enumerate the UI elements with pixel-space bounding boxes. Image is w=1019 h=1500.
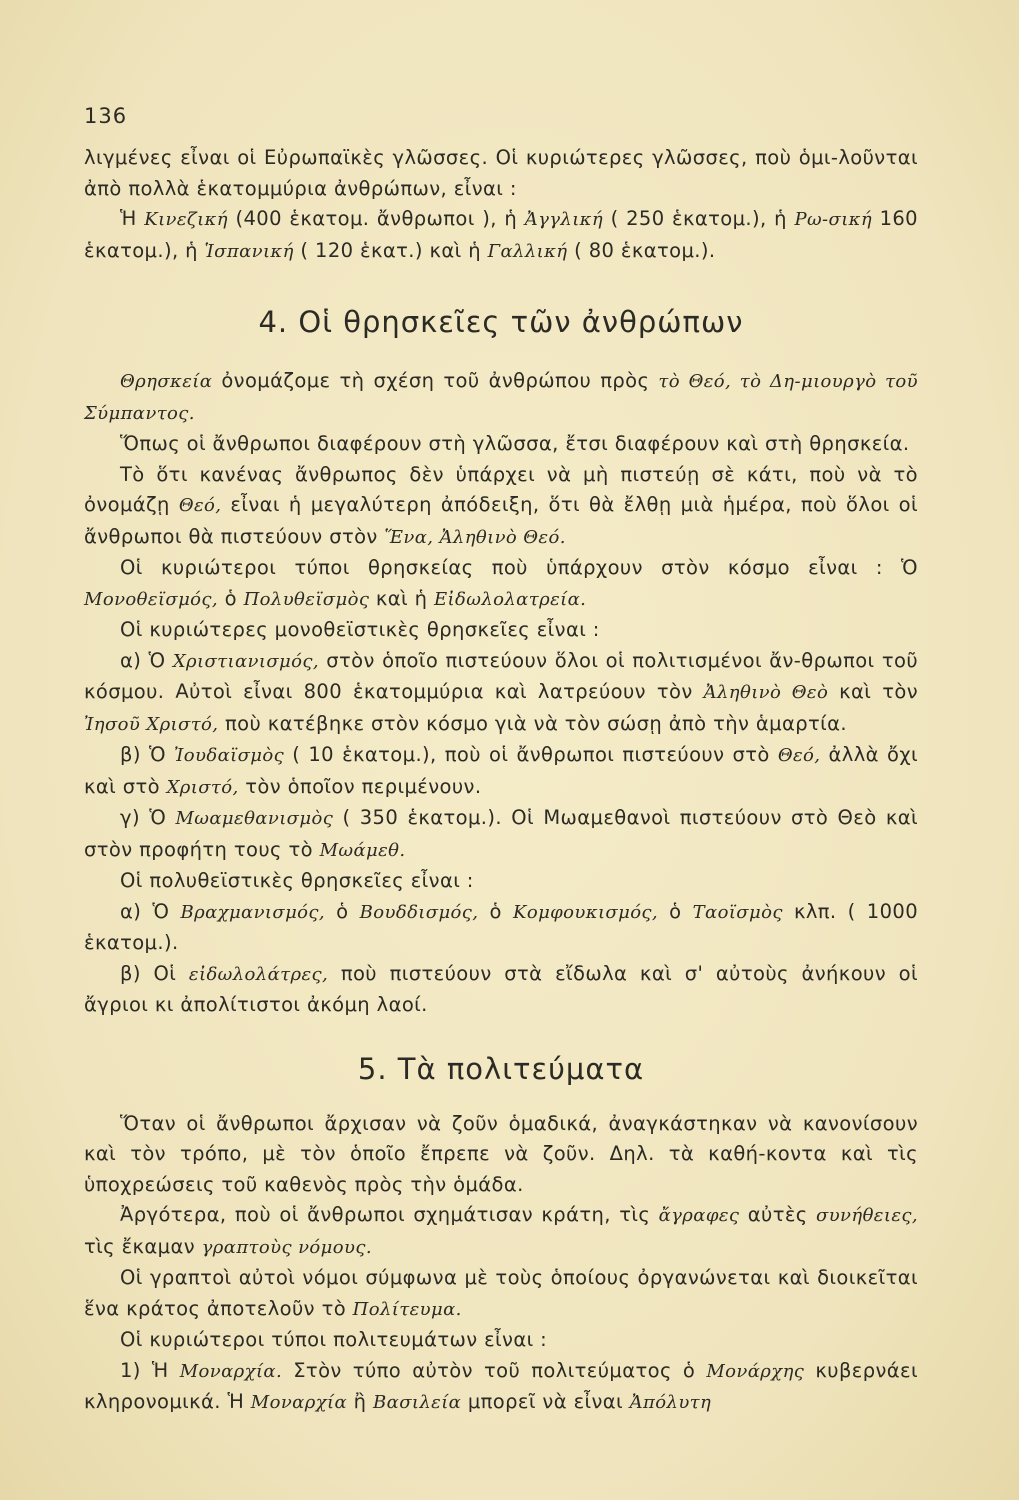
emphasis: Ἀπόλυτη [629,1392,712,1413]
emphasis: Κινεζική [144,209,228,230]
text: μπορεῖ νὰ εἶναι [461,1390,630,1413]
emphasis: Κομφουκισμός, [512,901,659,923]
emphasis: Ἀληθινὸ Θεὸ [703,682,829,703]
text: Οἱ κυριώτεροι τύποι θρησκείας ποὺ ὑπάρχουν στὸν κόσμο εἶναι : Ὁ [120,556,918,579]
emphasis: Εἰδωλολατρεία. [434,588,587,610]
section-heading: 5. Τὰ πολιτεύματα [357,1051,645,1086]
paragraph [84,803,918,866]
text: Οἱ γραπτοὶ αὐτοὶ νόμοι σύμφωνα μὲ τοὺς ὁποίους ὀργανώνεται καὶ διοικεῖται ἕνα κράτος ἀποτελοῦν τὸ [84,1266,918,1320]
text: γ) Ὁ [120,806,176,829]
text: κυβερνάει κληρονομικά. Ἡ [84,1358,918,1413]
emphasis: Γαλλική [487,240,568,262]
paragraph [84,1356,918,1419]
page-body [84,143,918,1419]
emphasis: Πολυθεϊσμὸς [243,588,370,610]
paragraph [84,553,918,615]
text: α) Ὁ [120,899,181,923]
text: β) Οἱ [120,961,189,985]
text: στὸν ὁποῖο πιστεύουν ὅλοι οἱ πολιτισμένοι ἄν-θρωποι τοῦ κόσμου. Αὐτοὶ εἶναι 800 ἑκατομμύρια καὶ λατρεύουν τὸν [84,648,919,703]
emphasis: Μονάρχης [706,1360,805,1382]
text: Τὸ ὅτι κανένας ἄνθρωπος δὲν ὑπάρχει νὰ μὴ πιστεύῃ σὲ κάτι, ποὺ νὰ τὸ ὀνομάζῃ [84,462,918,516]
text: ὁ [325,899,360,923]
text: ἀλλὰ ὄχι καὶ στὸ [84,743,919,798]
text: αὐτὲς [739,1203,817,1226]
paragraph: Οἱ κυριώτερες μονοθεϊστικὲς θρησκεῖες εἶναι : [120,618,600,641]
paragraph [84,366,918,429]
emphasis: Ἰουδαϊσμὸς [174,745,285,766]
paragraph: Ὅπως οἱ ἄνθρωποι διαφέρουν στὴ γλῶσσα, ἔτσι διαφέρουν καὶ στὴ θρησκεία. [120,432,910,455]
emphasis: Μοναρχία. [179,1360,283,1382]
paragraph [84,1263,918,1325]
text: τὸν ὁποῖον περιμένουν. [238,774,482,798]
text: 1) Ἡ [120,1358,180,1382]
emphasis: Μωάμεθ. [319,839,406,861]
text: ἢ [347,1390,374,1413]
paragraph [84,897,918,959]
section-heading: 4. Οἱ θρησκεῖες τῶν ἀνθρώπων [258,305,744,339]
emphasis: Θεό, [777,745,821,766]
emphasis: ἄγραφες [658,1205,740,1226]
emphasis: εἰδωλολάτρες, [188,963,329,985]
emphasis: γραπτοὺς νόμους. [201,1236,372,1258]
text: ( 250 ἑκατομ.), ἡ [603,207,795,230]
text: Ἡ [120,207,145,230]
emphasis: Θεό, [178,495,222,516]
text: α) Ὁ [120,648,173,672]
paragraph [84,646,918,741]
emphasis: Θρησκεία [120,371,213,392]
text: 160 ἑκατομ.), ἡ [84,207,918,262]
emphasis: Βραχμανισμός, [180,901,326,923]
text: ὁ [658,899,693,923]
paragraph [84,460,918,554]
paragraph [84,959,918,1021]
paragraph [84,204,918,267]
text: ( 350 ἑκατομ.). Οἱ Μωαμεθανοὶ πιστεύουν στὸ Θεὸ καὶ στὸν προφήτη τους τὸ [84,806,918,861]
emphasis: Χριστό, [166,776,239,798]
emphasis: Μονοθεϊσμός, [84,588,219,610]
emphasis: Ταοϊσμὸς [692,901,783,923]
emphasis: Πολίτευμα. [352,1298,462,1320]
emphasis: τὸ Θεό, τὸ Δη-μιουργὸ τοῦ Σύμπαντος. [84,371,919,424]
emphasis: συνήθειες, [816,1205,918,1226]
text: β) Ὁ [120,743,175,766]
paragraph: Ὅταν οἱ ἄνθρωποι ἄρχισαν νὰ ζοῦν ὁμαδικά, ἀναγκάστηκαν νὰ κανονίσουν καὶ τὸν τρόπο, μὲ τὸν ὁποῖο ἔπρεπε νὰ ζοῦν. Δηλ. τὰ καθή-κοντα καὶ τὶς ὑποχρεώσεις τοῦ καθενὸς πρὸς τὴν ὁμάδα. [84,1111,918,1196]
paragraph: Οἱ πολυθεϊστικὲς θρησκεῖες εἶναι : [120,869,474,892]
text: ποὺ κατέβηκε στὸν κόσμο γιὰ νὰ τὸν σώσῃ ἀπὸ τὴν ἁμαρτία. [218,711,847,735]
text: Στὸν τύπο αὐτὸν τοῦ πολιτεύματος ὁ [282,1358,707,1382]
text: κλπ. ( 1000 ἑκατομ.). [84,899,919,954]
paragraph [84,143,918,204]
emphasis: Ἰησοῦ Χριστό, [84,713,219,735]
paragraph [84,1200,918,1263]
text: τὶς ἔκαμαν [84,1234,202,1258]
emphasis: Μοναρχία [250,1392,348,1413]
paragraph [84,740,918,803]
text: ( 120 ἑκατ.) καὶ ἡ [293,238,488,262]
page-number: 136 [84,104,128,128]
text: λιγμένες εἶναι οἱ Εὐρωπαϊκὲς γλῶσσες. Οἱ κυριώτερες γλῶσσες, ποὺ ὁμι-λοῦνται ἀπὸ πολλὰ ἑκατομμύρια ἀνθρώπων, εἶναι : [84,146,918,200]
text: ( 10 ἑκατομ.), ποὺ οἱ ἄνθρωποι πιστεύουν στὸ [284,743,778,766]
paragraph: Οἱ κυριώτεροι τύποι πολιτευμάτων εἶναι : [120,1328,548,1351]
emphasis: Ρω-σική [794,209,873,230]
text: Ἀργότερα, ποὺ οἱ ἄνθρωποι σχημάτισαν κράτη, τὶς [120,1203,659,1226]
emphasis: Μωαμεθανισμὸς [175,808,334,829]
text: ὁ [478,899,513,923]
text: ὁ [218,586,244,610]
text: ὀνομάζομε τὴ σχέση τοῦ ἀνθρώπου πρὸς [212,369,659,392]
emphasis: Βασιλεία [373,1392,462,1413]
emphasis: Βουδδισμός, [359,901,479,923]
emphasis: Ἱσπανική [204,240,294,262]
emphasis: Ἕνα, Ἀληθινὸ Θεό. [384,526,566,548]
text: ποὺ πιστεύουν στὰ εἴδωλα καὶ σ' αὐτοὺς ἀνήκουν οἱ ἄγριοι κι ἀπολίτιστοι ἀκόμη λαοί. [84,961,918,1016]
text: ( 80 ἑκατομ.). [567,238,716,262]
text: εἶναι ἡ μεγαλύτερη ἀπόδειξη, ὅτι θὰ ἔλθῃ μιὰ ἡμέρα, ποὺ ὅλοι οἱ ἄνθρωποι θὰ πιστεύουν στὸν [84,493,918,548]
emphasis: Χριστιανισμός, [172,650,319,672]
text: καὶ ἡ [369,586,435,610]
emphasis: Ἀγγλική [524,209,604,230]
text: (400 ἑκατομ. ἄνθρωποι ), ἡ [227,207,525,230]
text: καὶ τὸν [828,680,918,703]
